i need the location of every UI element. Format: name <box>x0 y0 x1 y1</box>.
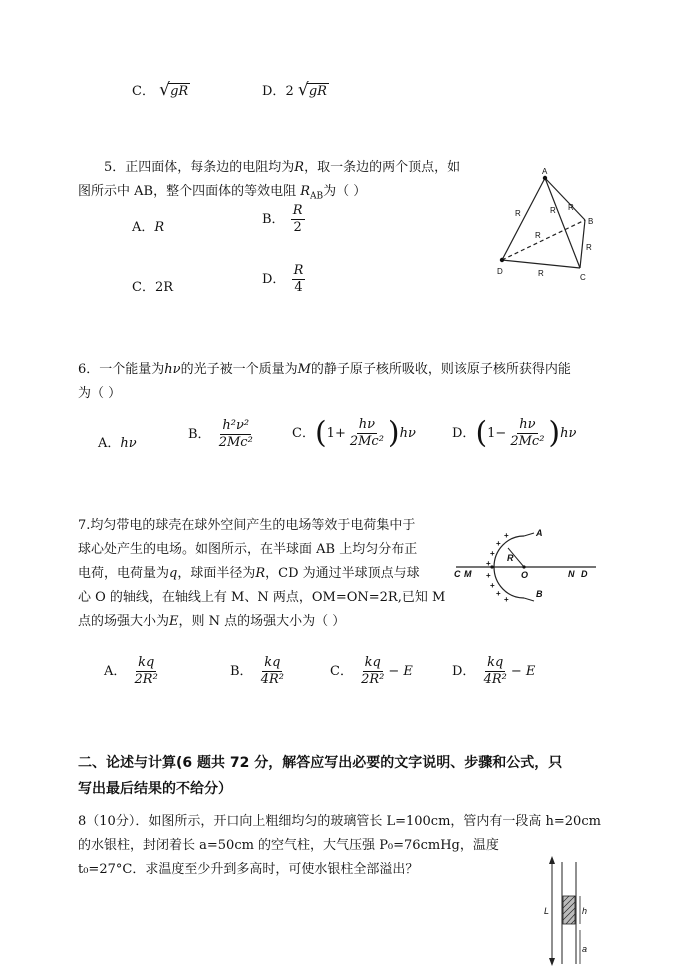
q7-option-c: C． $\frac{kq}{\text{2R²}}$ − E <box>330 655 413 687</box>
label-b: B <box>588 217 594 226</box>
q5-stem-line2: 图所示中 AB，整个四面体的等效电阻 $R_{AB}$为（ ） <box>78 184 367 202</box>
section2-heading-line1: 二、论述与计算(6 题共 72 分，解答应写出必要的文字说明、步骤和公式，只 <box>78 755 563 771</box>
plus-sign: + <box>490 581 495 590</box>
q7-option-d: D． $\frac{kq}{\text{4R²}}$ − E <box>452 655 536 687</box>
label-a: A <box>542 168 548 176</box>
label-d: D <box>497 267 503 276</box>
arrow-down <box>549 958 555 966</box>
plus-sign: + <box>504 595 509 604</box>
pointer-b <box>524 598 534 601</box>
section2-heading-line2: 写出最后结果的不给分） <box>78 781 232 797</box>
plus-sign: + <box>496 539 501 548</box>
sqrt-symbol: √ gR <box>159 80 189 100</box>
plus-sign: + <box>496 589 501 598</box>
q6-option-b: B． $\frac{\text{h²ν²}}{\text{2Mc²}}$ <box>188 418 253 450</box>
plus-sign: + <box>504 531 509 540</box>
sqrt-symbol: √ gR <box>297 80 327 100</box>
q5-option-d: D． $\frac{R}{4}$ <box>262 263 304 295</box>
q4-option-c: C． √ gR <box>132 80 189 100</box>
q7-line3: 电荷，电荷量为q，球面半径为R，CD 为通过半球顶点与球 <box>78 566 420 581</box>
label-c: C <box>580 273 586 282</box>
arrow-up <box>549 856 555 864</box>
edge-ad <box>502 178 545 260</box>
label-o: O <box>521 570 529 580</box>
vertex-dot <box>490 565 493 568</box>
edge-label: R <box>515 209 521 218</box>
plus-sign: + <box>486 559 491 568</box>
q4-option-d: D．2 √ gR <box>262 80 327 100</box>
q5-option-c: C．2R <box>132 280 174 295</box>
label-m: M <box>464 569 472 579</box>
label-a: A <box>536 528 543 538</box>
edge-label: R <box>550 206 556 215</box>
plus-sign: + <box>486 571 491 580</box>
hemisphere-figure <box>448 524 604 604</box>
q6-stem-line2: 为（ ） <box>78 386 122 401</box>
edge-bc <box>580 220 585 268</box>
label-b: B <box>536 589 543 599</box>
q7-option-a: A． $\frac{kq}{\text{2R²}}$ <box>104 655 158 687</box>
label-r: R <box>507 553 514 563</box>
center-o <box>522 565 525 568</box>
q5-option-b: B． $\frac{R}{2}$ <box>262 203 303 235</box>
q5-option-a: A．R <box>132 220 165 235</box>
edge-ac <box>545 178 580 268</box>
q7-option-b: B． $\frac{kq}{\text{4R²}}$ <box>230 655 284 687</box>
q6-stem-line1: 6．一个能量为hν的光子被一个质量为M的静子原子核所吸收，则该原子核所获得内能 <box>78 362 571 377</box>
q7-line2: 球心处产生的电场。如图所示，在半球面 AB 上均匀分布正 <box>78 542 418 557</box>
q7-line1: 7.均匀带电的球壳在球外空间产生的电场等效于电荷集中于 <box>78 518 416 533</box>
label-a: a <box>582 944 588 954</box>
label-n: N <box>568 569 575 579</box>
q7-line4: 心 O 的轴线，在轴线上有 M、N 两点，OM=ON=2R,已知 M <box>78 590 446 605</box>
label-c: C <box>454 569 461 579</box>
pointer-a <box>524 533 534 536</box>
q6-option-c: C．(1+ $\frac{h\nu}{\text{2Mc²}}$ )hν <box>292 415 416 451</box>
label-l: L <box>544 906 550 916</box>
glass-tube-figure <box>540 852 610 968</box>
q6-option-a: A．hν <box>98 436 137 451</box>
vertex-a <box>543 176 547 180</box>
plus-sign: + <box>490 549 495 558</box>
edge-label: R <box>538 269 544 278</box>
q5-stem-line1: 5．正四面体，每条边的电阻均为R，取一条边的两个顶点，如 <box>104 160 461 175</box>
q8-line3: t₀=27°C．求温度至少升到多高时，可使水银柱全部溢出？ <box>78 862 419 877</box>
edge-label: R <box>568 203 574 212</box>
label-d: D <box>581 569 588 579</box>
edge-dc <box>502 260 580 268</box>
q7-line5: 点的场强大小为E，则 N 点的场强大小为（ ） <box>78 614 346 629</box>
tetrahedron-figure <box>490 168 610 284</box>
edge-db <box>502 220 585 260</box>
edge-label: R <box>586 243 592 252</box>
label-h: h <box>582 906 588 916</box>
edge-label: R <box>535 231 541 240</box>
vertex-d <box>500 258 504 262</box>
q8-line2: 的水银柱，封闭着长 a=50cm 的空气柱，大气压强 P₀=76cmHg，温度 <box>78 838 499 853</box>
q8-line1: 8（10分）．如图所示，开口向上粗细均匀的玻璃管长 L=100cm，管内有一段高 h=20cm <box>78 814 601 829</box>
q6-option-d: D．(1− $\frac{h\nu}{\text{2Mc²}}$ )hν <box>452 415 577 451</box>
